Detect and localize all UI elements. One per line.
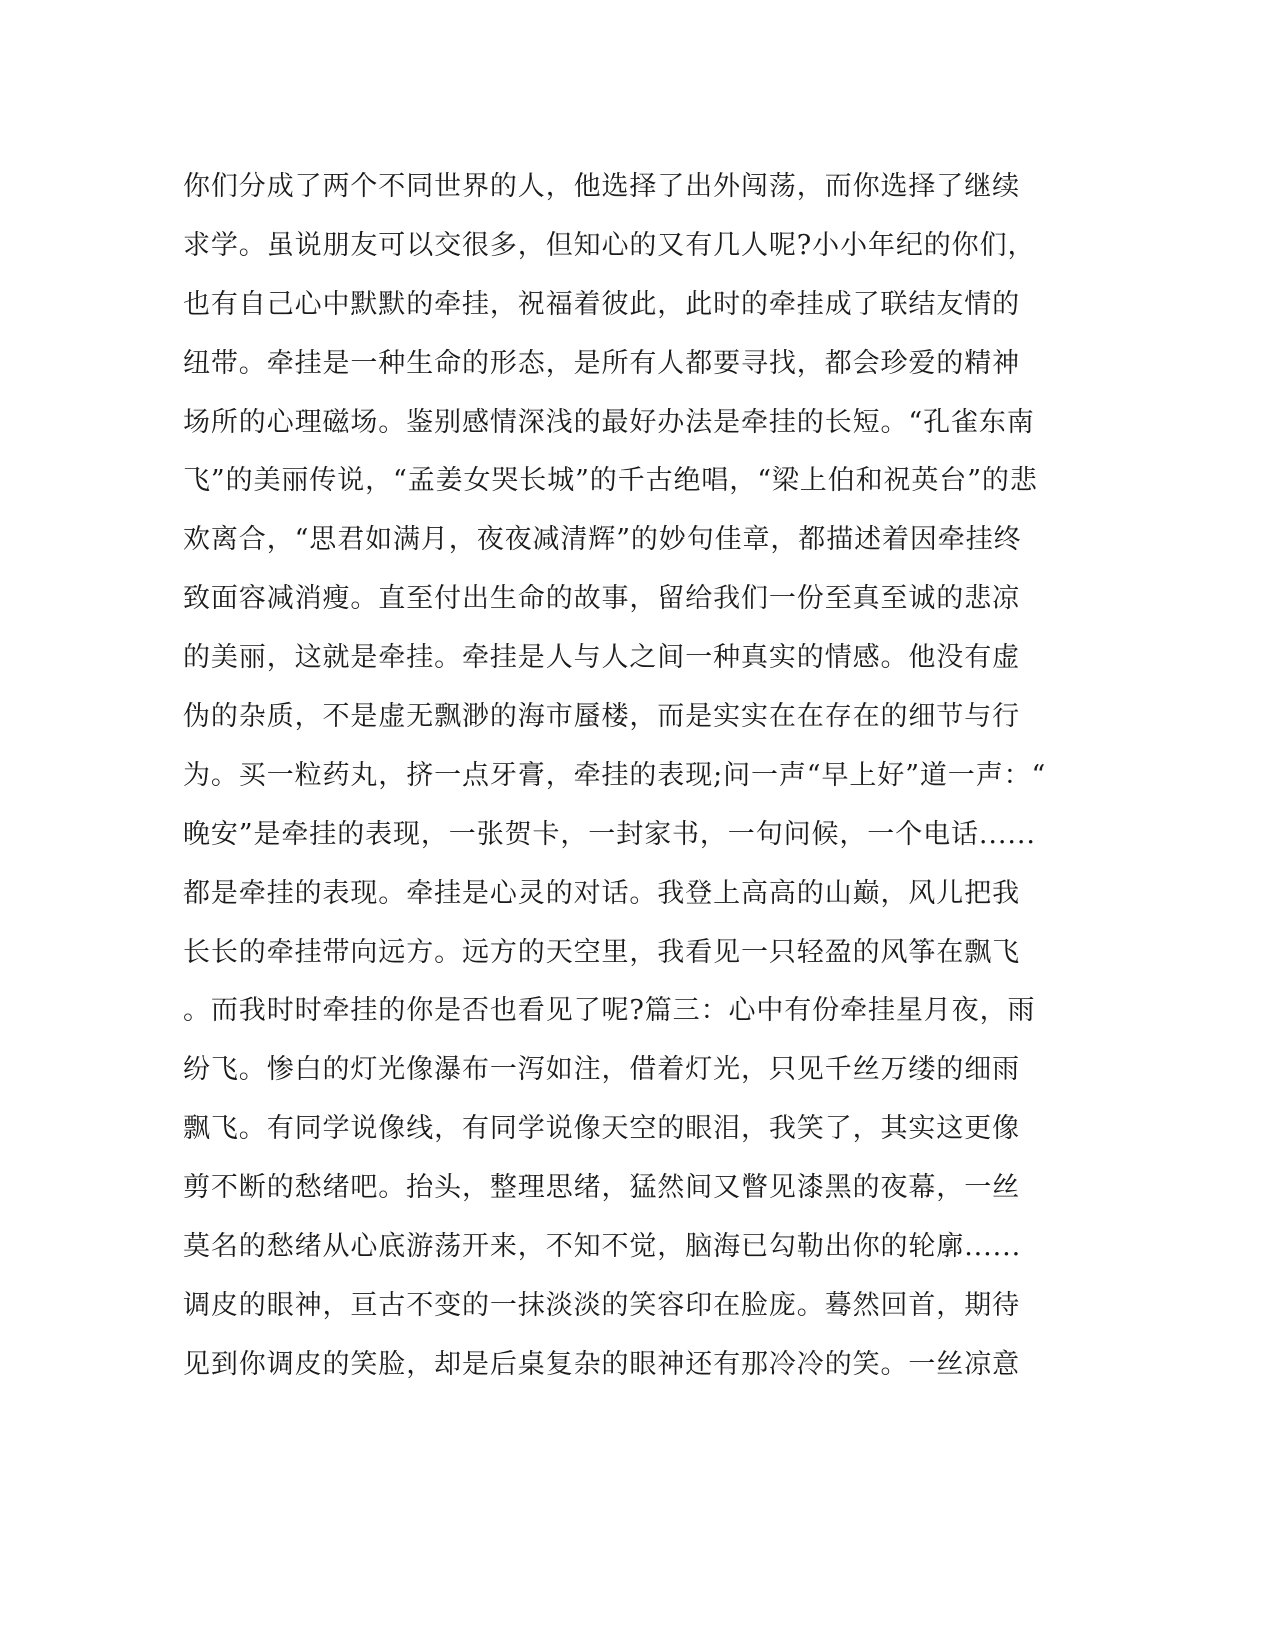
text-line: 飞”的美丽传说，“孟姜女哭长城”的千古绝唱，“梁上伯和祝英台”的悲 [183, 465, 1038, 497]
text-line: 也有自己心中默默的牵挂，祝福着彼此，此时的牵挂成了联结友情的 [183, 288, 1020, 320]
text-line: 为。买一粒药丸，挤一点牙膏，牵挂的表现;问一声“早上好”道一声：“ [183, 759, 1047, 791]
text-line: 见到你调皮的笑脸，却是后桌复杂的眼神还有那冷冷的笑。一丝凉意 [183, 1348, 1020, 1380]
text-line: 致面容减消瘦。直至付出生命的故事，留给我们一份至真至诚的悲凉 [183, 583, 1020, 615]
text-line: 求学。虽说朋友可以交很多，但知心的又有几人呢?小小年纪的你们， [183, 229, 1036, 261]
text-line: 飘飞。有同学说像线，有同学说像天空的眼泪，我笑了，其实这更像 [183, 1113, 1020, 1145]
text-line: 伪的杂质，不是虚无飘渺的海市蜃楼，而是实实在在存在的细节与行 [183, 701, 1020, 733]
text-line: 晚安”是牵挂的表现，一张贺卡，一封家书，一句问候，一个电话...... [183, 818, 1036, 850]
body-text [183, 158, 1047, 1395]
text-line: 剪不断的愁绪吧。抬头，整理思绪，猛然间又瞥见漆黑的夜幕，一丝 [183, 1172, 1020, 1204]
text-line: 欢离合，“思君如满月，夜夜减清辉”的妙句佳章，都描述着因牵挂终 [183, 524, 1022, 556]
text-line: 纷飞。惨白的灯光像瀑布一泻如注，借着灯光，只见千丝万缕的细雨 [183, 1054, 1020, 1086]
text-line: 场所的心理磁场。鉴别感情深浅的最好办法是牵挂的长短。“孔雀东南 [183, 406, 1035, 438]
text-line: 纽带。牵挂是一种生命的形态，是所有人都要寻找，都会珍爱的精神 [183, 347, 1020, 379]
text-line: 。而我时时牵挂的你是否也看见了呢?篇三：心中有份牵挂星月夜，雨 [183, 995, 1036, 1027]
text-line: 长长的牵挂带向远方。远方的天空里，我看见一只轻盈的风筝在飘飞 [183, 936, 1020, 968]
text-line: 调皮的眼神，亘古不变的一抹淡淡的笑容印在脸庞。蓦然回首，期待 [183, 1289, 1020, 1321]
text-line: 的美丽，这就是牵挂。牵挂是人与人之间一种真实的情感。他没有虚 [183, 642, 1020, 674]
text-line: 你们分成了两个不同世界的人，他选择了出外闯荡，而你选择了继续 [183, 171, 1020, 202]
text-line: 都是牵挂的表现。牵挂是心灵的对话。我登上高高的山巅，风儿把我 [183, 877, 1020, 909]
text-line: 莫名的愁绪从心底游荡开来，不知不觉，脑海已勾勒出你的轮廓...... [183, 1231, 1022, 1263]
